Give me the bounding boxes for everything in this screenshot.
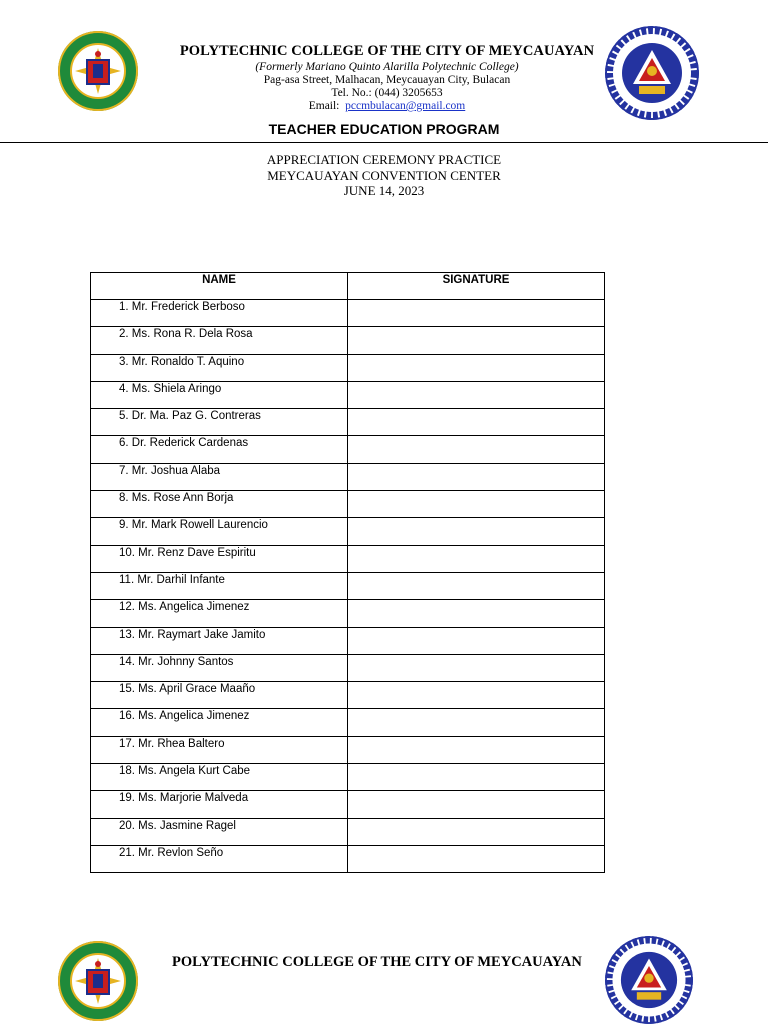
event-title: APPRECIATION CEREMONY PRACTICE	[266, 152, 502, 167]
email-label: Email:	[308, 100, 340, 112]
footer-college-name: POLYTECHNIC COLLEGE OF THE CITY OF MEYCAUAYAN	[172, 954, 582, 970]
signature-cell[interactable]	[348, 818, 605, 845]
attendee-name: 14. Mr. Johnny Santos	[91, 654, 348, 681]
signature-cell[interactable]	[348, 463, 605, 490]
attendee-name: 10. Mr. Renz Dave Espiritu	[91, 545, 348, 572]
name-column-header: NAME	[91, 273, 348, 300]
attendance-rows	[91, 300, 605, 873]
address: Pag-asa Street, Malhacan, Meycauayan City, Bulacan	[263, 74, 511, 86]
signature-cell[interactable]	[348, 381, 605, 408]
signature-cell[interactable]	[348, 845, 605, 872]
signature-cell[interactable]	[348, 354, 605, 381]
table-row	[91, 300, 605, 327]
table-row	[91, 654, 605, 681]
table-row	[91, 709, 605, 736]
signature-cell[interactable]	[348, 736, 605, 763]
attendee-name: 11. Mr. Darhil Infante	[91, 572, 348, 599]
table-row	[91, 463, 605, 490]
signature-cell[interactable]	[348, 518, 605, 545]
signature-cell[interactable]	[348, 436, 605, 463]
college-seal-logo-footer	[605, 936, 693, 1024]
table-row	[91, 764, 605, 791]
event-venue: MEYCAUAYAN CONVENTION CENTER	[267, 167, 501, 183]
signature-cell[interactable]	[348, 764, 605, 791]
attendee-name: 5. Dr. Ma. Paz G. Contreras	[91, 409, 348, 436]
attendee-name: 16. Ms. Angelica Jimenez	[91, 709, 348, 736]
table-row	[91, 381, 605, 408]
signature-cell[interactable]	[348, 300, 605, 327]
signature-cell[interactable]	[348, 491, 605, 518]
table-row	[91, 518, 605, 545]
attendee-name: 17. Mr. Rhea Baltero	[91, 736, 348, 763]
signature-cell[interactable]	[348, 545, 605, 572]
attendee-name: 20. Ms. Jasmine Ragel	[91, 818, 348, 845]
table-row	[91, 791, 605, 818]
table-row	[91, 818, 605, 845]
attendee-name: 6. Dr. Rederick Cardenas	[91, 436, 348, 463]
email-link[interactable]: pccmbulacan@gmail.com	[345, 100, 466, 112]
table-row	[91, 736, 605, 763]
city-seal-logo-footer	[57, 940, 139, 1022]
signature-cell[interactable]	[348, 409, 605, 436]
attendee-name: 9. Mr. Mark Rowell Laurencio	[91, 518, 348, 545]
table-row	[91, 682, 605, 709]
table-row	[91, 436, 605, 463]
signature-cell[interactable]	[348, 654, 605, 681]
attendee-name: 4. Ms. Shiela Aringo	[91, 381, 348, 408]
attendee-name: 8. Ms. Rose Ann Borja	[91, 491, 348, 518]
signature-cell[interactable]	[348, 682, 605, 709]
signature-cell[interactable]	[348, 572, 605, 599]
table-header-row	[91, 273, 605, 300]
email-line	[140, 100, 634, 113]
signature-cell[interactable]	[348, 600, 605, 627]
attendee-name: 2. Ms. Rona R. Dela Rosa	[91, 327, 348, 354]
attendee-name: 1. Mr. Frederick Berboso	[91, 300, 348, 327]
signature-column-header: SIGNATURE	[348, 273, 605, 300]
attendee-name: 3. Mr. Ronaldo T. Aquino	[91, 354, 348, 381]
event-date: JUNE 14, 2023	[343, 183, 425, 198]
program-title: TEACHER EDUCATION PROGRAM	[268, 121, 500, 137]
former-name: (Formerly Mariano Quinto Alarilla Polytechnic College)	[255, 61, 519, 73]
signature-cell[interactable]	[348, 327, 605, 354]
attendance-table	[90, 272, 605, 873]
attendee-name: 13. Mr. Raymart Jake Jamito	[91, 627, 348, 654]
table-row	[91, 572, 605, 599]
city-seal-logo	[57, 30, 139, 112]
letterhead	[140, 43, 634, 113]
table-row	[91, 627, 605, 654]
attendee-name: 7. Mr. Joshua Alaba	[91, 463, 348, 490]
table-row	[91, 354, 605, 381]
attendee-name: 21. Mr. Revlon Seño	[91, 845, 348, 872]
table-row	[91, 845, 605, 872]
header-divider	[0, 142, 768, 143]
attendee-name: 12. Ms. Angelica Jimenez	[91, 600, 348, 627]
signature-cell[interactable]	[348, 627, 605, 654]
signature-cell[interactable]	[348, 709, 605, 736]
event-block	[0, 152, 768, 199]
table-row	[91, 327, 605, 354]
table-row	[91, 545, 605, 572]
signature-cell[interactable]	[348, 791, 605, 818]
attendee-name: 15. Ms. April Grace Maaño	[91, 682, 348, 709]
table-row	[91, 600, 605, 627]
attendee-name: 19. Ms. Marjorie Malveda	[91, 791, 348, 818]
table-row	[91, 409, 605, 436]
table-row	[91, 491, 605, 518]
telephone: Tel. No.: (044) 3205653	[331, 87, 443, 99]
attendee-name: 18. Ms. Angela Kurt Cabe	[91, 764, 348, 791]
college-name: POLYTECHNIC COLLEGE OF THE CITY OF MEYCAUAYAN	[179, 43, 595, 59]
